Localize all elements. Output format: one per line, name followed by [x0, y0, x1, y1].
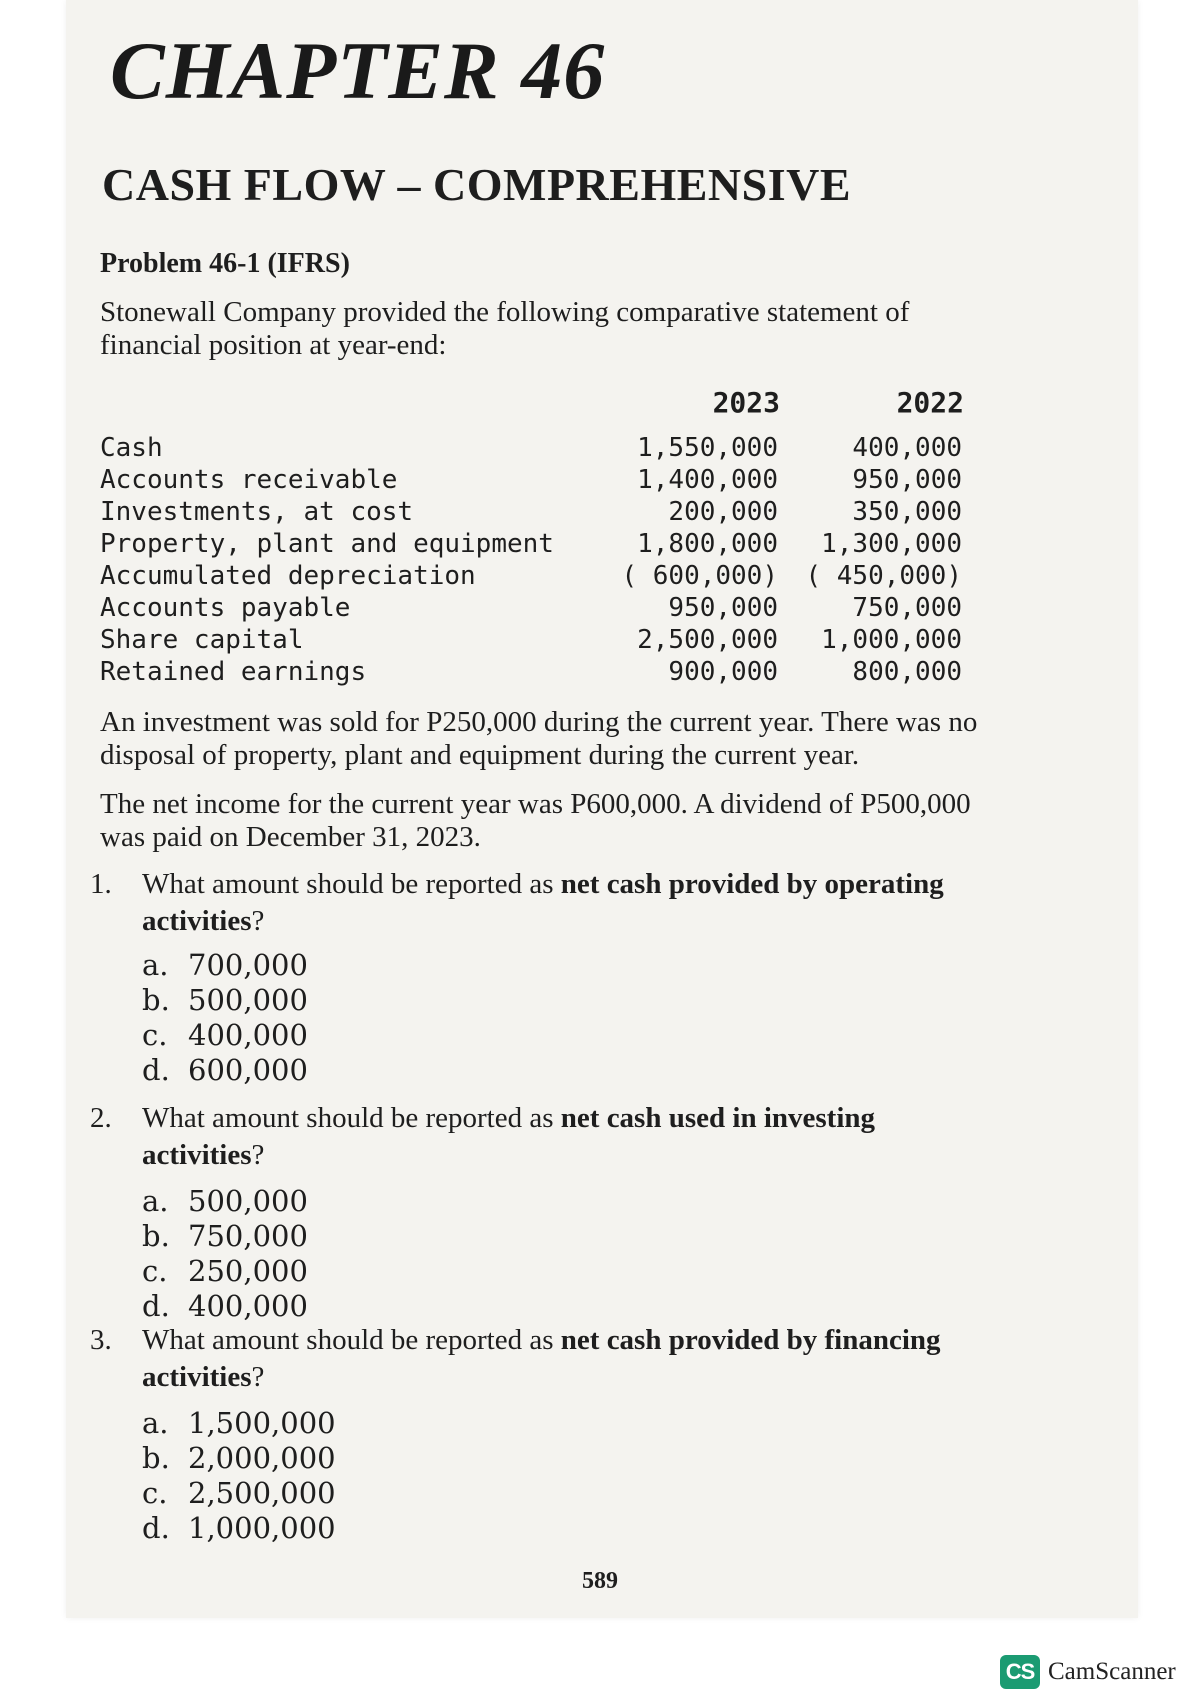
answer-option — [142, 1254, 308, 1289]
camscanner-watermark — [1000, 1655, 1176, 1689]
question-end: ? — [251, 905, 265, 937]
column-header-2023: 2023 — [712, 386, 780, 419]
answer-option — [142, 983, 308, 1018]
option-value: 500,000 — [188, 1184, 308, 1218]
value-2023: 1,800,000 — [637, 529, 778, 559]
question-2 — [90, 1100, 990, 1174]
table-row — [100, 624, 980, 656]
row-label: Investments, at cost — [100, 497, 414, 527]
option-letter: a. — [142, 948, 169, 982]
question-number: 2. — [90, 1102, 112, 1134]
question-emphasis: net cash used in investing activities — [142, 1102, 876, 1171]
row-label: Accounts payable — [100, 593, 351, 623]
option-value: 1,000,000 — [188, 1511, 336, 1545]
question-emphasis: net cash provided by operating activities — [142, 868, 944, 937]
option-letter: a. — [142, 1406, 169, 1440]
row-label: Property, plant and equipment — [100, 529, 554, 559]
value-2022: 950,000 — [852, 465, 962, 495]
row-label: Share capital — [100, 625, 304, 655]
question-number: 3. — [90, 1324, 112, 1356]
row-label: Accounts receivable — [100, 465, 398, 495]
answer-option — [142, 1184, 308, 1219]
answer-option — [142, 1289, 308, 1324]
value-2022: 1,000,000 — [821, 625, 962, 655]
value-2023: 2,500,000 — [637, 625, 778, 655]
question-end: ? — [251, 1139, 265, 1171]
option-letter: d. — [142, 1511, 170, 1545]
option-letter: d. — [142, 1289, 170, 1323]
chapter-subtitle: CASH FLOW – COMPREHENSIVE — [102, 159, 852, 210]
option-value: 500,000 — [188, 983, 308, 1017]
option-value: 700,000 — [188, 948, 308, 982]
question-text: What amount should be reported as — [142, 1102, 561, 1134]
value-2023: 1,400,000 — [637, 465, 778, 495]
option-letter: b. — [142, 1219, 170, 1253]
note-investment-sale: An investment was sold for P250,000 during the current year. There was no disposal of property, plant and equipment during the current year. — [100, 706, 978, 771]
question-1 — [90, 866, 990, 940]
option-letter: a. — [142, 1184, 169, 1218]
value-2022: ( 450,000) — [805, 561, 962, 591]
camscanner-label: CamScanner — [1048, 1658, 1176, 1685]
table-row — [100, 592, 980, 624]
answer-option — [142, 948, 308, 983]
question-emphasis: net cash provided by financing activities — [142, 1324, 941, 1393]
option-value: 1,500,000 — [188, 1406, 336, 1440]
column-header-2022: 2022 — [896, 386, 964, 419]
row-label: Retained earnings — [100, 657, 367, 687]
table-row — [100, 656, 980, 688]
option-value: 600,000 — [188, 1053, 308, 1087]
value-2023: 900,000 — [668, 657, 778, 687]
answer-option — [142, 1053, 308, 1088]
question-end: ? — [251, 1361, 265, 1393]
question-number: 1. — [90, 868, 112, 900]
option-letter: c. — [142, 1476, 168, 1510]
question-2-options — [142, 1184, 308, 1324]
table-row — [100, 496, 980, 528]
question-text: What amount should be reported as — [142, 1324, 561, 1356]
question-text: What amount should be reported as — [142, 868, 561, 900]
option-value: 2,000,000 — [188, 1441, 336, 1475]
option-value: 400,000 — [188, 1289, 308, 1323]
option-letter: d. — [142, 1053, 170, 1087]
question-3-options — [142, 1406, 336, 1546]
table-row — [100, 432, 980, 464]
value-2023: 200,000 — [668, 497, 778, 527]
problem-title: Problem 46-1 (IFRS) — [100, 248, 350, 279]
camscanner-logo-icon: CS — [1000, 1655, 1040, 1689]
value-2022: 400,000 — [852, 433, 962, 463]
option-letter: b. — [142, 983, 170, 1017]
answer-option — [142, 1511, 336, 1546]
option-letter: b. — [142, 1441, 170, 1475]
option-value: 250,000 — [188, 1254, 308, 1288]
table-row — [100, 528, 980, 560]
option-value: 750,000 — [188, 1219, 308, 1253]
table-row — [100, 560, 980, 592]
option-value: 2,500,000 — [188, 1476, 336, 1510]
page-number: 589 — [582, 1568, 618, 1594]
question-3 — [90, 1322, 990, 1396]
option-letter: c. — [142, 1018, 168, 1052]
table-row — [100, 464, 980, 496]
answer-option — [142, 1018, 308, 1053]
answer-option — [142, 1406, 336, 1441]
value-2022: 1,300,000 — [821, 529, 962, 559]
chapter-heading: CHAPTER 46 — [110, 25, 606, 116]
row-label: Accumulated depreciation — [100, 561, 476, 591]
answer-option — [142, 1441, 336, 1476]
value-2023: 950,000 — [668, 593, 778, 623]
row-label: Cash — [100, 433, 163, 463]
answer-option — [142, 1219, 308, 1254]
question-1-options — [142, 948, 308, 1088]
option-value: 400,000 — [188, 1018, 308, 1052]
value-2022: 800,000 — [852, 657, 962, 687]
value-2022: 350,000 — [852, 497, 962, 527]
note-net-income: The net income for the current year was P600,000. A dividend of P500,000 was paid on December 31, 2023. — [100, 788, 971, 853]
financial-position-table — [100, 432, 980, 688]
value-2023: 1,550,000 — [637, 433, 778, 463]
option-letter: c. — [142, 1254, 168, 1288]
answer-option — [142, 1476, 336, 1511]
intro-paragraph: Stonewall Company provided the following comparative statement of financial position at year-end: — [100, 296, 910, 361]
value-2023: ( 600,000) — [621, 561, 778, 591]
value-2022: 750,000 — [852, 593, 962, 623]
